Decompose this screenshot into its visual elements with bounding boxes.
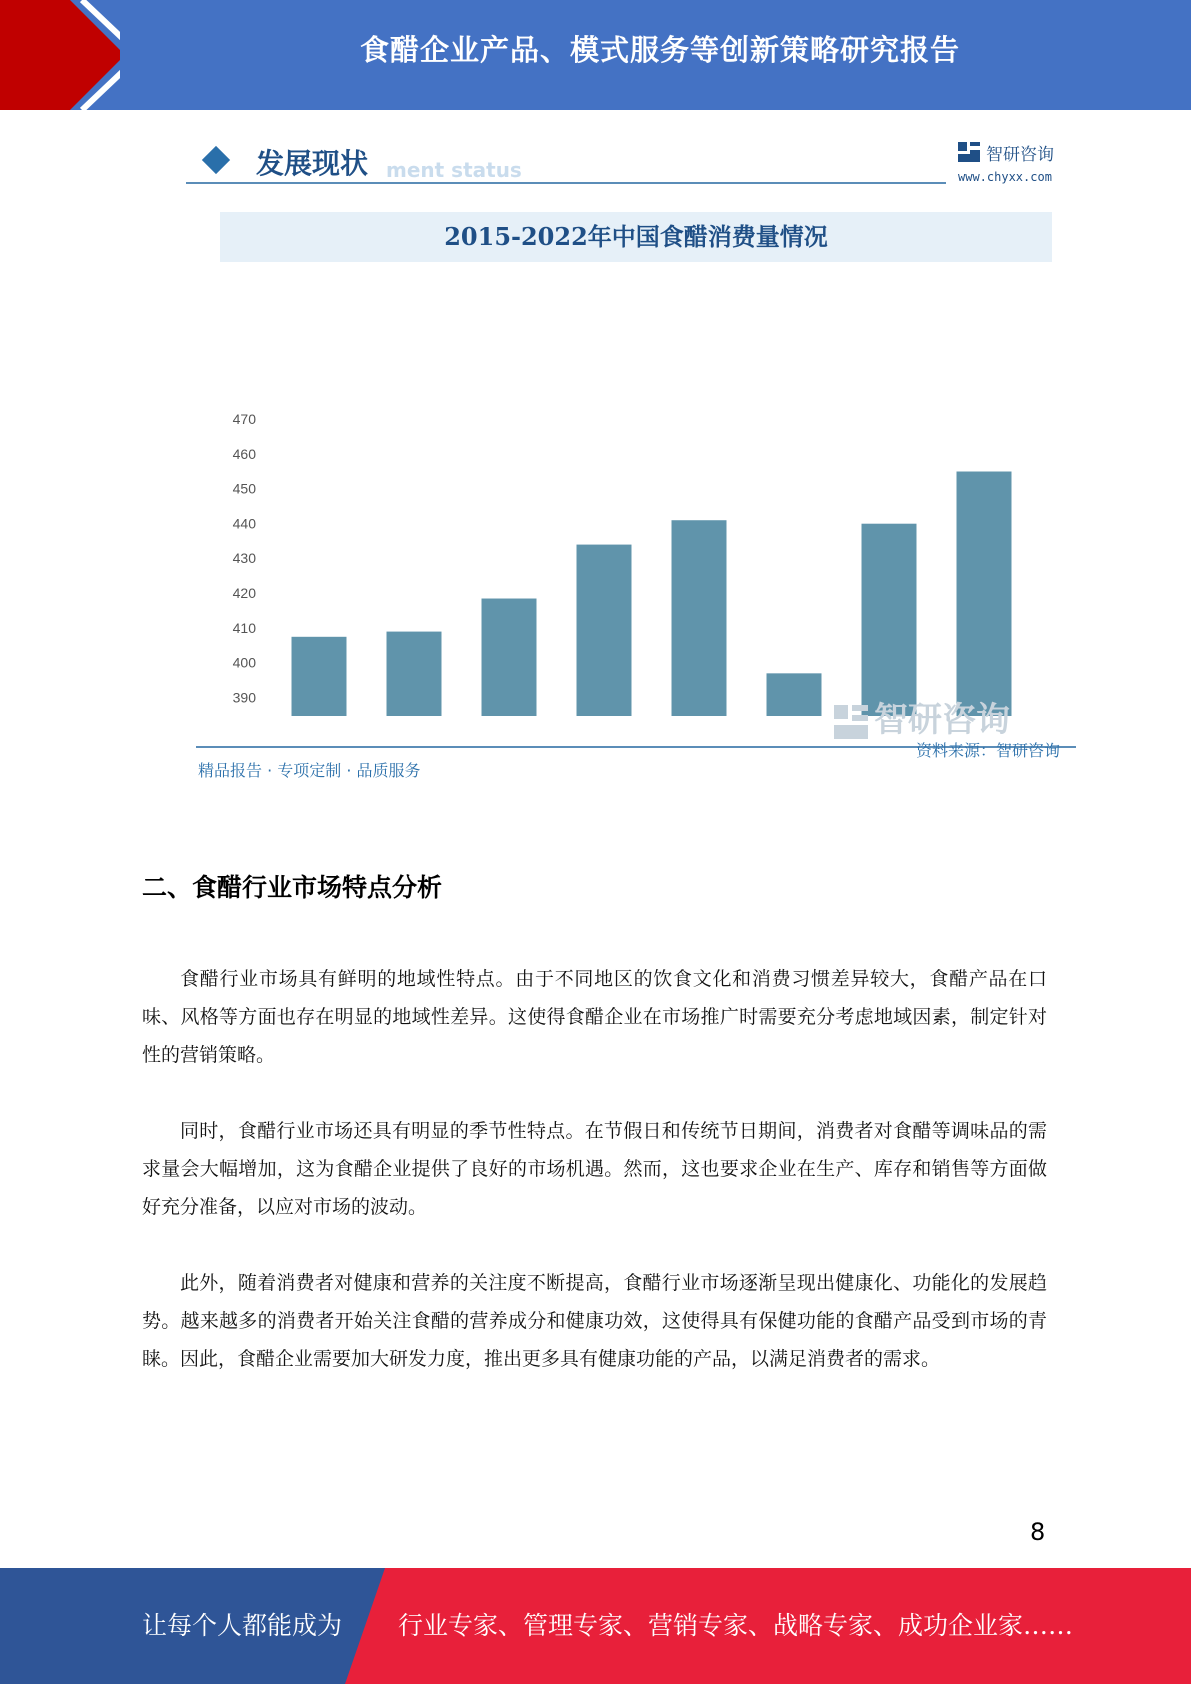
brand-name: 智研咨询 (986, 145, 1054, 165)
watermark-logo-icon (834, 705, 868, 739)
figure-source-note: 资料来源：智研咨询 (916, 741, 1061, 760)
chart-title-box (220, 212, 1052, 262)
y-tick-label: 470 (232, 411, 256, 427)
header-arrow-decoration (0, 0, 120, 110)
paragraph-1: 食醋行业市场具有鲜明的地域性特点。由于不同地区的饮食文化和消费习惯差异较大，食醋产品在口味、风格等方面也存在明显的地域性差异。这使得食醋企业在市场推广时需要充分考虑地域因素，制定针对性的营销策略。 (142, 968, 1047, 1066)
chart-title: 2015-2022年中国食醋消费量情况 (444, 222, 828, 251)
footer-right-text: 行业专家、管理专家、营销专家、战略专家、成功企业家…… (398, 1611, 1074, 1640)
figure-footer-slogan: 精品报告 · 专项定制 · 品质服务 (198, 761, 421, 780)
report-title: 食醋企业产品、模式服务等创新策略研究报告 (359, 33, 960, 67)
bar (482, 599, 537, 716)
paragraph-2: 同时，食醋行业市场还具有明显的季节性特点。在节假日和传统节日期间，消费者对食醋等调味品的需求量会大幅增加，这为食醋企业提供了良好的市场机遇。然而，这也要求企业在生产、库存和销售等方面做好充分准备，以应对市场的波动。 (142, 1120, 1047, 1218)
bar (862, 524, 917, 716)
figure-section-header (186, 136, 946, 184)
figure-section-subtitle: ment status (386, 158, 522, 182)
y-tick-label: 400 (232, 654, 256, 671)
paragraph-3: 此外，随着消费者对健康和营养的关注度不断提高，食醋行业市场逐渐呈现出健康化、功能化的发展趋势。越来越多的消费者开始关注食醋的营养成分和健康功效，这使得具有保健功能的食醋产品受到市场的青睐。因此，食醋企业需要加大研发力度，推出更多具有健康功能的产品，以满足消费者的需求。 (142, 1272, 1047, 1370)
bar (957, 472, 1012, 717)
footer-left-text: 让每个人都能成为 (142, 1611, 343, 1640)
y-tick-label: 430 (232, 550, 256, 567)
y-tick-label: 390 (232, 689, 256, 706)
bar (387, 632, 442, 716)
section-heading: 二、食醋行业市场特点分析 (142, 873, 443, 902)
brand-logo-icon (958, 142, 980, 162)
diamond-icon (202, 146, 230, 174)
page-number: 8 (1030, 1518, 1046, 1546)
bar (292, 637, 347, 716)
bar (767, 673, 822, 716)
figure-section-title: 发展现状 (256, 147, 369, 180)
brand-url: www.chyxx.com (958, 170, 1052, 184)
y-tick-label: 420 (232, 585, 256, 601)
y-tick-label: 410 (232, 619, 256, 636)
bar-chart (186, 276, 1091, 716)
watermark-brand: 智研咨询 (874, 700, 1010, 740)
bar (672, 520, 727, 716)
footer-banner (0, 1568, 1191, 1684)
y-tick-label: 450 (232, 480, 256, 497)
bar (577, 545, 632, 716)
y-tick-label: 440 (232, 515, 256, 532)
header-banner (0, 0, 1191, 110)
watermark-logo (834, 692, 1010, 741)
y-tick-label: 460 (232, 445, 256, 462)
chart-figure (186, 126, 1091, 786)
